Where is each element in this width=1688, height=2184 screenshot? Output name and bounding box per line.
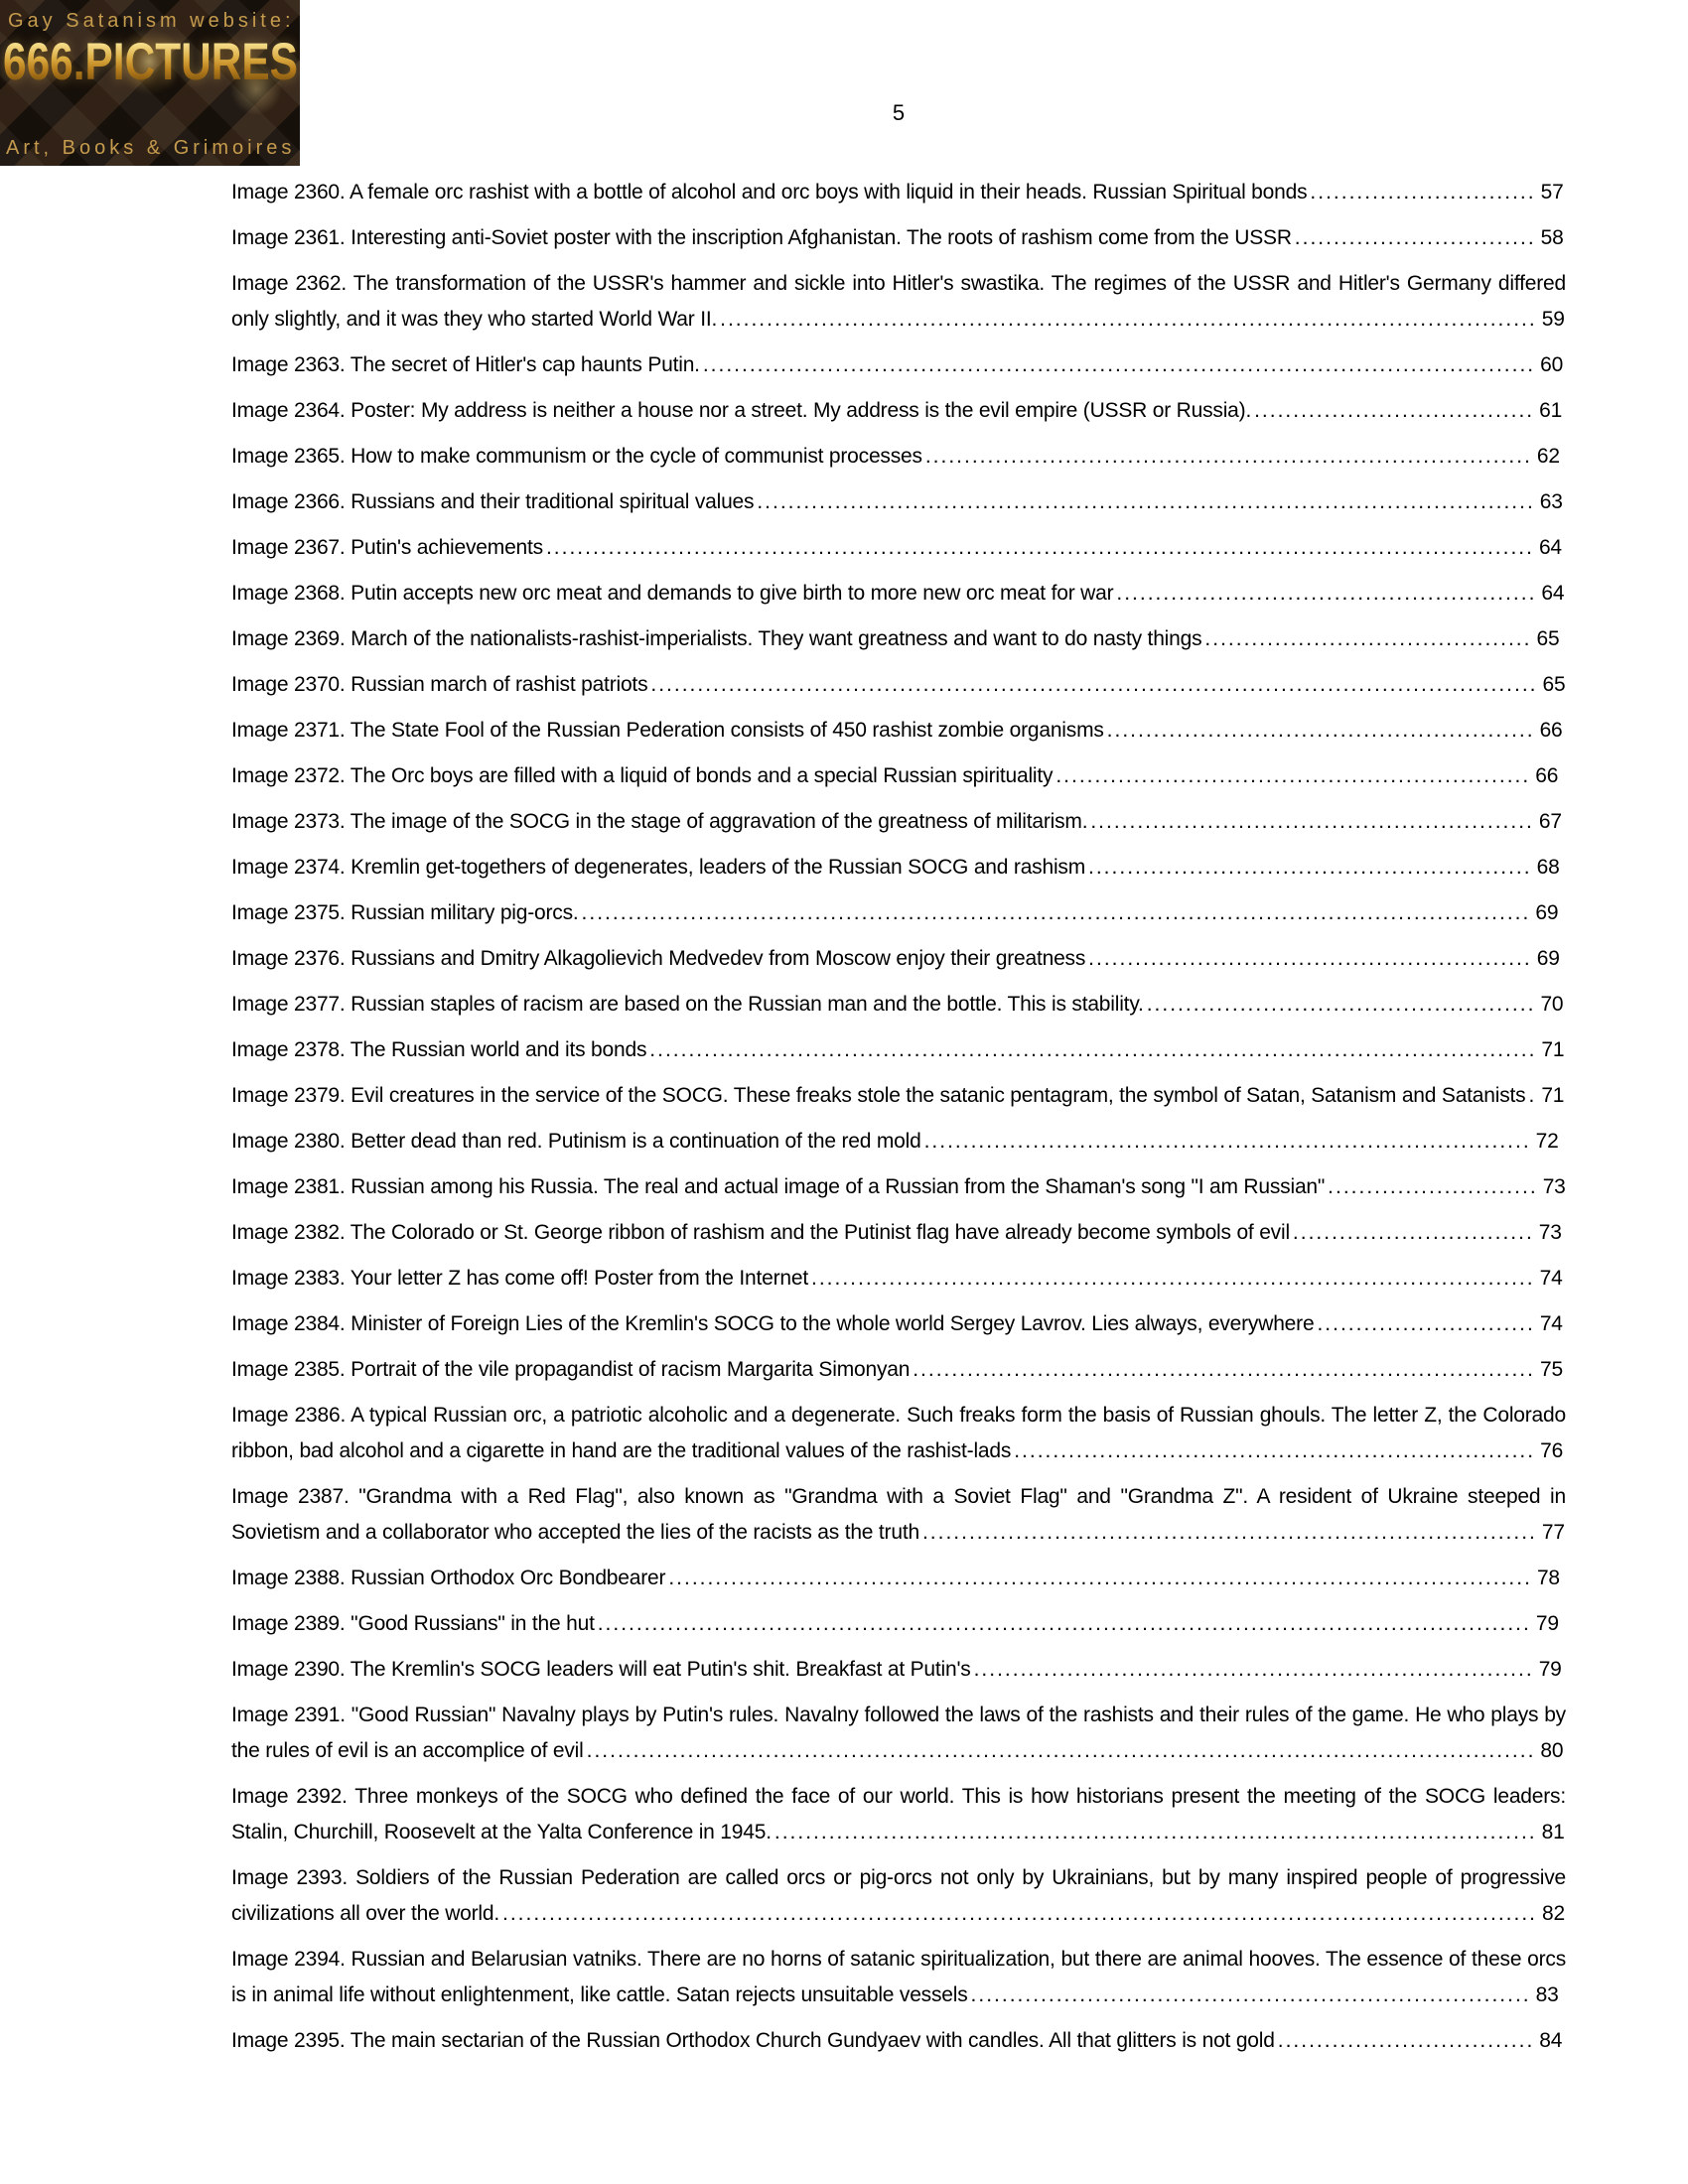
toc-entry: [231, 439, 1566, 475]
dot-leader: ...............................: [1292, 1221, 1534, 1244]
toc-entry-page: 82: [1542, 1902, 1565, 1925]
toc-entry-page: 84: [1539, 2029, 1563, 2052]
toc-entry: [231, 1561, 1566, 1596]
dot-leader: ................................................................................: [913, 1358, 1535, 1381]
dot-leader: ..........................................................................................................................: [581, 901, 1531, 924]
site-logo: [0, 0, 300, 166]
toc-entry-text: Image 2363. The secret of Hitler's cap haunts Putin.: [231, 353, 700, 376]
toc-entry-text: Image 2360. A female orc rashist with a bottle of alcohol and orc boys with liquid in their heads. Russian Spiritual bonds: [231, 181, 1308, 204]
dot-leader: ......................................................: [1116, 582, 1537, 605]
dot-leader: ..................................................................................................................: [649, 1038, 1537, 1061]
toc-entry: [231, 621, 1566, 657]
toc-entry: [231, 393, 1566, 429]
toc-entry-text: Image 2376. Russians and Dmitry Alkagolievich Medvedev from Moscow enjoy their greatness: [231, 947, 1086, 970]
dot-leader: .............................................................: [1055, 764, 1531, 787]
toc-entry-page: 69: [1535, 901, 1559, 924]
toc-entry-page: 60: [1540, 353, 1564, 376]
toc-entry: [231, 2023, 1566, 2059]
toc-entry-text: Image 2374. Kremlin get-togethers of degenerates, leaders of the Russian SOCG and rashism: [231, 856, 1086, 879]
dot-leader: ........................................................................: [973, 1658, 1534, 1681]
toc-entry-page: 57: [1540, 181, 1564, 204]
dot-leader: ..................................................................................................................: [650, 673, 1538, 696]
toc-entry: [231, 758, 1566, 794]
toc-entry-page: 74: [1539, 1267, 1563, 1290]
toc-entry-page: 80: [1540, 1739, 1564, 1762]
toc-entry-text: Image 2393. Soldiers of the Russian Pederation are called orcs or pig-orcs not only by Ukrainians, but by many inspired people of progressive civilizations all over the world.: [231, 1866, 1566, 1925]
toc-entry-text: Image 2372. The Orc boys are filled with a liquid of bonds and a special Russian spirituality: [231, 764, 1054, 787]
dot-leader: ...............................................................................................................................: [545, 536, 1534, 559]
dot-leader: ....................................: [1254, 399, 1535, 422]
dot-leader: ...............................: [1294, 226, 1536, 249]
dot-leader: .................................: [1277, 2029, 1535, 2052]
toc-entry: [231, 1652, 1566, 1688]
dot-leader: ...........................: [1328, 1175, 1538, 1198]
dot-leader: ........................................................................................................................: [597, 1612, 1531, 1635]
toc-entry-page: 79: [1538, 1658, 1562, 1681]
toc-entry-text: Image 2391. "Good Russian" Navalny plays by Putin's rules. Navalny followed the laws of the rashists and their rules of the game. He who plays by the rules of evil is an accomplice of evil: [231, 1704, 1566, 1762]
toc-entry: [231, 1169, 1566, 1205]
toc-entry: [231, 804, 1566, 840]
dot-leader: ........................................................................: [970, 1983, 1531, 2006]
logo-tagline-bottom: Art, Books & Grimoires: [6, 137, 296, 159]
dot-leader: ...............................................................................: [921, 1521, 1537, 1544]
toc-entry: [231, 850, 1566, 886]
toc-entry-text: Image 2365. How to make communism or the cycle of communist processes: [231, 445, 922, 468]
toc-entry: [231, 1352, 1566, 1388]
toc-entry-page: 83: [1535, 1983, 1559, 2006]
toc-entry-page: 58: [1540, 226, 1564, 249]
toc-entry-text: Image 2378. The Russian world and its bonds: [231, 1038, 647, 1061]
dot-leader: ...................................................................: [1014, 1439, 1536, 1462]
toc-entry-text: Image 2390. The Kremlin's SOCG leaders will eat Putin's shit. Breakfast at Putin's: [231, 1658, 971, 1681]
dot-leader: .....................................................................................................................................: [502, 1902, 1538, 1925]
toc-entry: [231, 1124, 1566, 1160]
dot-leader: ....................................................................................................: [757, 490, 1535, 513]
toc-entry: [231, 1261, 1566, 1297]
toc-entry-text: Image 2373. The image of the SOCG in the stage of aggravation of the greatness of militarism.: [231, 810, 1088, 833]
toc-entry: [231, 220, 1566, 256]
toc-entry: [231, 1306, 1566, 1342]
dot-leader: ..................................................: [1146, 993, 1536, 1016]
toc-entry-text: Image 2388. Russian Orthodox Orc Bondbearer: [231, 1567, 666, 1589]
toc-entry-text: Image 2384. Minister of Foreign Lies of the Kremlin's SOCG to the whole world Sergey Lavrov. Lies always, everywhere: [231, 1312, 1315, 1335]
toc-entry-page: 68: [1536, 856, 1560, 879]
toc-entry: [231, 987, 1566, 1023]
toc-list: [231, 175, 1566, 2059]
toc-entry-page: 66: [1535, 764, 1559, 787]
toc-entry-page: 74: [1539, 1312, 1563, 1335]
toc-entry: [231, 941, 1566, 977]
dot-leader: .............................: [1310, 181, 1536, 204]
toc-entry-page: 65: [1536, 627, 1560, 650]
toc-entry-text: Image 2395. The main sectarian of the Russian Orthodox Church Gundyaev with candles. All that glitters is not gold: [231, 2029, 1275, 2052]
toc-entry: [231, 1606, 1566, 1642]
dot-leader: ...............................................................................................................: [668, 1567, 1532, 1589]
toc-entry: [231, 266, 1566, 338]
toc-entry-text: Image 2379. Evil creatures in the service of the SOCG. These freaks stole the satanic pentagram, the symbol of Satan, Satanism and Satanists: [231, 1084, 1526, 1107]
dot-leader: ..........................................................................................................................: [586, 1739, 1536, 1762]
toc-entry-text: Image 2392. Three monkeys of the SOCG who defined the face of our world. This is how historians present the meeting of the SOCG leaders: Stalin, Churchill, Roosevelt at the Yalta Conference in 1945.: [231, 1785, 1566, 1843]
toc-entry-page: 59: [1541, 308, 1565, 331]
toc-entry-page: 66: [1539, 719, 1563, 742]
toc-entry: [231, 484, 1566, 520]
dot-leader: .........................................................: [1088, 947, 1532, 970]
toc-entry-text: Image 2387. "Grandma with a Red Flag", also known as "Grandma with a Soviet Flag" and "Grandma Z". A resident of Ukraine steeped in Sovietism and a collaborator who accepted the lies of the racists as the truth: [231, 1485, 1566, 1544]
toc-entry-page: 73: [1538, 1221, 1562, 1244]
toc-entry-text: Image 2361. Interesting anti-Soviet poster with the inscription Afghanistan. The roots of rashism come from the USSR: [231, 226, 1292, 249]
toc-entry: [231, 1398, 1566, 1469]
toc-entry: [231, 895, 1566, 931]
toc-entry-page: 72: [1535, 1130, 1559, 1153]
toc-entry: [231, 530, 1566, 566]
toc-entry-text: Image 2383. Your letter Z has come off! Poster from the Internet: [231, 1267, 808, 1290]
toc-entry: [231, 1860, 1566, 1932]
toc-entry-text: Image 2367. Putin's achievements: [231, 536, 543, 559]
logo-title: 666.PICTURES: [3, 33, 298, 91]
toc-entry-text: Image 2369. March of the nationalists-rashist-imperialists. They want greatness and want to do nasty things: [231, 627, 1202, 650]
toc-entry: [231, 713, 1566, 749]
toc-entry-page: 62: [1536, 445, 1560, 468]
toc-entry: [231, 576, 1566, 612]
dot-leader: ..................................................................................................: [774, 1821, 1537, 1843]
toc-entry: [231, 175, 1566, 210]
dot-leader: ..........................................: [1204, 627, 1532, 650]
toc-entry-text: Image 2362. The transformation of the USSR's hammer and sickle into Hitler's swastika. The regimes of the USSR and Hitler's Germany differed only slightly, and it was they who started World War II.: [231, 272, 1566, 331]
dot-leader: .............................................................................................: [810, 1267, 1535, 1290]
toc-entry-page: 73: [1542, 1175, 1566, 1198]
toc-entry: [231, 1942, 1566, 2013]
toc-entry-page: 61: [1539, 399, 1563, 422]
toc-entry-text: Image 2381. Russian among his Russia. The real and actual image of a Russian from the Shaman's song "I am Russian": [231, 1175, 1326, 1198]
toc-entry-page: 69: [1536, 947, 1560, 970]
toc-entry-page: 78: [1536, 1567, 1560, 1589]
toc-entry-text: Image 2368. Putin accepts new orc meat and demands to give birth to more new orc meat for war: [231, 582, 1114, 605]
toc-entry: [231, 1078, 1566, 1114]
dot-leader: .......................................................: [1106, 719, 1535, 742]
toc-entry-page: 81: [1541, 1821, 1565, 1843]
toc-entry: [231, 1479, 1566, 1551]
toc-entry: [231, 1215, 1566, 1251]
toc-entry-text: Image 2370. Russian march of rashist patriots: [231, 673, 648, 696]
toc-entry-text: Image 2371. The State Fool of the Russian Pederation consists of 450 rashist zombie organisms: [231, 719, 1104, 742]
toc-entry-page: 65: [1542, 673, 1566, 696]
toc-entry: [231, 1698, 1566, 1769]
toc-entry-text: Image 2382. The Colorado or St. George ribbon of rashism and the Putinist flag have already become symbols of evil: [231, 1221, 1290, 1244]
dot-leader: .........................................................: [1088, 856, 1532, 879]
toc-entry-page: 75: [1539, 1358, 1563, 1381]
dot-leader: ..............................................................................: [923, 1130, 1531, 1153]
dot-leader: .........................................................: [1090, 810, 1534, 833]
toc-entry: [231, 347, 1566, 383]
toc-entry-page: 76: [1540, 1439, 1564, 1462]
toc-entry-page: 71: [1541, 1084, 1565, 1107]
dot-leader: ...........................................................................................................: [702, 353, 1536, 376]
toc-entry: [231, 1779, 1566, 1850]
toc-entry-text: Image 2366. Russians and their traditional spiritual values: [231, 490, 755, 513]
toc-entry-text: Image 2385. Portrait of the vile propagandist of racism Margarita Simonyan: [231, 1358, 911, 1381]
toc-entry-page: 67: [1538, 810, 1562, 833]
toc-entry-page: 79: [1535, 1612, 1559, 1635]
toc-entry-page: 70: [1540, 993, 1564, 1016]
toc-entry-page: 64: [1541, 582, 1565, 605]
toc-entry-page: 64: [1538, 536, 1562, 559]
page-number: 5: [892, 100, 906, 125]
toc-entry-page: 71: [1541, 1038, 1565, 1061]
dot-leader: ..............................................................................: [924, 445, 1532, 468]
toc-entry-text: Image 2394. Russian and Belarusian vatniks. There are no horns of satanic spiritualization, but there are animal hooves. The essence of these orcs is in animal life without enlightenment, like cattle. Satan rejects unsuitable vessels: [231, 1948, 1566, 2006]
toc-entry-text: Image 2377. Russian staples of racism are based on the Russian man and the bottle. This is stability.: [231, 993, 1144, 1016]
toc-entry-text: Image 2380. Better dead than red. Putinism is a continuation of the red mold: [231, 1130, 921, 1153]
logo-tagline-top: Gay Satanism website:: [8, 10, 295, 32]
toc-entry: [231, 667, 1566, 703]
toc-entry-text: Image 2375. Russian military pig-orcs.: [231, 901, 579, 924]
toc-entry-page: 77: [1541, 1521, 1565, 1544]
toc-entry-page: 63: [1539, 490, 1563, 513]
toc-entry-text: Image 2389. "Good Russians" in the hut: [231, 1612, 595, 1635]
toc-entry-text: Image 2386. A typical Russian orc, a patriotic alcoholic and a degenerate. Such freaks form the basis of Russian ghouls. The letter Z, the Colorado ribbon, bad alcohol and a cigarette in hand are the traditional values of the rashist-lads: [231, 1404, 1566, 1462]
toc-entry: [231, 1032, 1566, 1068]
dot-leader: ............................: [1317, 1312, 1535, 1335]
toc-entry-text: Image 2364. Poster: My address is neither a house nor a street. My address is the evil empire (USSR or Russia).: [231, 399, 1252, 422]
dot-leader: .: [1528, 1084, 1537, 1107]
dot-leader: .........................................................................................................: [720, 308, 1537, 331]
